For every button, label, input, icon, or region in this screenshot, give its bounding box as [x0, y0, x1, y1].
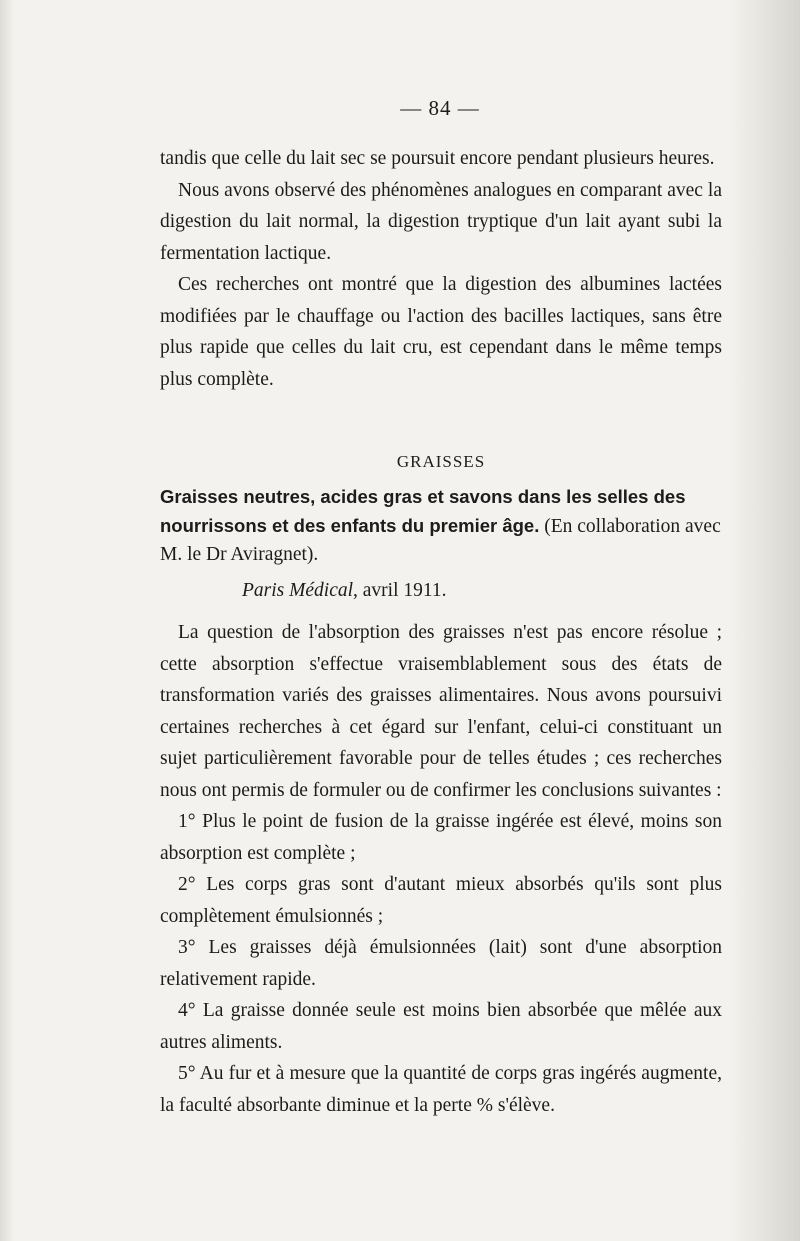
- journal-name: Paris Médical: [242, 580, 354, 601]
- conclusion-item-1: 1° Plus le point de fusion de la graisse ingérée est élevé, moins son absorption est complète ;: [160, 811, 722, 864]
- conclusion-item-2: 2° Les corps gras sont d'autant mieux absorbés qu'ils sont plus complètement émulsionnés ;: [160, 874, 722, 927]
- intro-text: [160, 143, 722, 395]
- conclusion-item-4: 4° La graisse donnée seule est moins bien absorbée que mêlée aux autres aliments.: [160, 1000, 722, 1053]
- page-edge-shadow: [0, 0, 14, 1241]
- intro-paragraph-2: Nous avons observé des phénomènes analogues en comparant avec la digestion du lait normal, la digestion tryptique d'un lait ayant subi la fermentation lactique.: [160, 179, 722, 264]
- page-number: — 84 —: [400, 96, 480, 120]
- reference-collaboration: (En collaboration avec M. le Dr Aviragnet).: [160, 516, 721, 565]
- bibliographic-reference: [160, 483, 725, 605]
- reference-title: Graisses neutres, acides gras et savons dans les selles des nourrissons et des enfants du premier âge.: [160, 486, 686, 536]
- conclusion-item-3: 3° Les graisses déjà émulsionnées (lait) sont d'une absorption relativement rapide.: [160, 937, 722, 990]
- conclusion-item-5: 5° Au fur et à mesure que la quantité de corps gras ingérés augmente, la faculté absorbante diminue et la perte % s'élève.: [160, 1063, 722, 1116]
- intro-paragraph-3: Ces recherches ont montré que la digestion des albumines lactées modifiées par le chauffage ou l'action des bacilles lactiques, sans être plus rapide que celles du lait cru, est cependant dans le même temps plus complète.: [160, 274, 722, 390]
- body-text: [160, 617, 722, 1121]
- page-gutter-shadow: [730, 0, 800, 1241]
- reference-journal-line: [160, 577, 725, 605]
- journal-date: , avril 1911.: [353, 580, 447, 601]
- intro-paragraph-1: tandis que celle du lait sec se poursuit encore pendant plusieurs heures.: [160, 148, 715, 169]
- body-paragraph: La question de l'absorption des graisses n'est pas encore résolue ; cette absorption s'effectue vraisemblablement sous des états de transformation variés des graisses alimentaires. Nous avons poursuivi certaines recherches à cet égard sur l'enfant, celui-ci constituant un sujet particulièrement favorable pour de telles études ; ces recherches nous ont permis de formuler ou de confirmer les conclusions suivantes :: [160, 622, 722, 801]
- section-heading: GRAISSES: [396, 452, 486, 471]
